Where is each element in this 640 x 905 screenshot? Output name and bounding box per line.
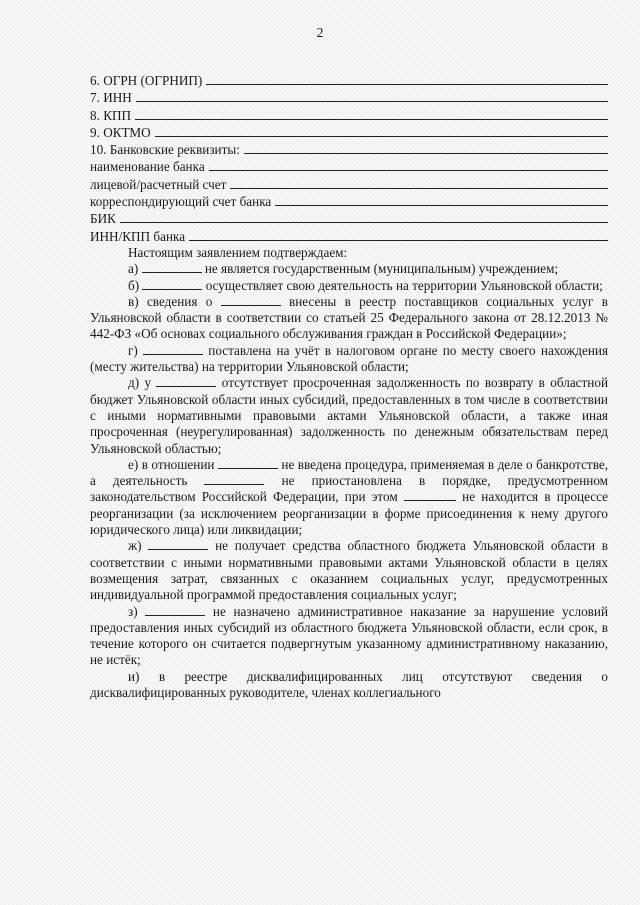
- item-text: не введена процедура, применяемая в деле о банкротстве, а деятельность: [90, 456, 608, 489]
- item-text: внесены в реестр поставщиков социальных услуг в Ульяновской области в соответствии со статьей 25 Федерального закона от 28.12.2013 № 442-ФЗ «Об основах социального обслуживания граждан в Российской Федерации»;: [90, 293, 609, 342]
- field-oktmo: [90, 124, 608, 141]
- field-blank[interactable]: [155, 124, 608, 137]
- field-label: БИК: [90, 211, 116, 227]
- field-label: 8. КПП: [90, 107, 132, 123]
- field-blank[interactable]: [206, 72, 608, 85]
- item-prefix: д) у: [128, 375, 152, 391]
- field-kpp: [90, 107, 608, 124]
- field-blank[interactable]: [209, 158, 608, 171]
- field-blank[interactable]: [244, 141, 608, 154]
- field-blank[interactable]: [189, 228, 608, 241]
- item-text: не приостановлена в порядке, предусмотренном законодательством Российской Федерации, при этом: [90, 473, 609, 505]
- fill-blank[interactable]: [218, 457, 278, 469]
- field-label: 7. ИНН: [90, 90, 132, 106]
- field-blank[interactable]: [135, 107, 608, 120]
- item-prefix: е) в отношении: [128, 456, 215, 472]
- item-prefix: з): [128, 603, 138, 619]
- item-zh: [90, 538, 608, 603]
- fill-blank[interactable]: [204, 473, 264, 485]
- field-ogrn: [90, 72, 608, 89]
- item-d: [90, 375, 608, 456]
- intro-text: Настоящим заявлением подтверждаем:: [128, 244, 348, 260]
- item-g: [90, 343, 608, 376]
- item-prefix: б): [128, 277, 140, 293]
- fill-blank[interactable]: [156, 375, 216, 387]
- fill-blank[interactable]: [142, 261, 202, 273]
- field-label: лицевой/расчетный счет: [90, 176, 227, 192]
- field-bank-name: [90, 158, 608, 175]
- item-text: не является государственным (муниципальным) учреждением;: [204, 261, 559, 277]
- field-label: 9. ОКТМО: [90, 124, 151, 140]
- field-bank-inn-kpp: [90, 228, 608, 245]
- field-corr-account: [90, 193, 608, 210]
- fill-blank[interactable]: [148, 538, 208, 550]
- field-blank[interactable]: [230, 176, 608, 189]
- page-number: 2: [316, 26, 324, 41]
- field-blank[interactable]: [120, 210, 608, 223]
- item-text: не получает средства областного бюджета Ульяновской области в соответствии с иными нормативными правовыми актами Ульяновской области в целях возмещения затрат, связанных с оказанием социальных услуг, предусмотренных индивидуальной программой предоставления социальных услуг;: [90, 538, 609, 603]
- field-label: 10. Банковские реквизиты:: [90, 142, 240, 158]
- item-text: поставлена на учёт в налоговом органе по месту своего нахождения (месту жительства) на территории Ульяновской области;: [90, 342, 609, 375]
- field-blank[interactable]: [136, 89, 608, 102]
- fill-blank[interactable]: [142, 278, 202, 290]
- field-inn: [90, 89, 608, 106]
- item-v: [90, 294, 608, 343]
- item-e: [90, 457, 608, 538]
- fill-blank[interactable]: [404, 489, 456, 501]
- field-label: наименование банка: [90, 159, 205, 175]
- fill-blank[interactable]: [145, 604, 205, 616]
- document-body: [90, 72, 608, 701]
- item-z: [90, 604, 608, 669]
- field-bik: [90, 210, 608, 227]
- item-text: и) в реестре дисквалифицированных лиц отсутствуют сведения о дисквалифицированных руководителе, членах коллегиального: [90, 668, 608, 700]
- item-prefix: ж): [128, 538, 142, 554]
- item-a: [90, 261, 608, 277]
- item-b: [90, 278, 608, 294]
- field-label: корреспондирующий счет банка: [90, 194, 272, 210]
- item-text: отсутствует просроченная задолженность по возврату в областной бюджет Ульяновской области иных субсидий, предоставленных в том числе в соответствии с иными нормативными правовыми актами Ульяновской области, а также иная просроченная (неурегулированная) задолженность по денежным обязательствам перед Ульяновской областью;: [90, 375, 608, 456]
- item-prefix: в) сведения о: [128, 293, 213, 309]
- item-prefix: г): [128, 342, 138, 358]
- field-bank-details: [90, 141, 608, 158]
- field-label: 6. ОГРН (ОГРНИП): [90, 73, 203, 88]
- field-label: ИНН/КПП банка: [90, 228, 186, 244]
- item-text: не находится в процессе реорганизации (за исключением реорганизации в форме присоединения к нему другого юридического лица) или ликвидации;: [90, 489, 609, 538]
- item-text: не назначено административное наказание за нарушение условий предоставления иных субсидий из областного бюджета Ульяновской области, если срок, в течение которого он считается подвергнутым указанному административному наказанию, не истёк;: [90, 603, 608, 668]
- item-text: осуществляет свою деятельность на территории Ульяновской области;: [205, 277, 603, 293]
- field-blank[interactable]: [275, 193, 608, 206]
- item-prefix: а): [128, 261, 139, 277]
- fill-blank[interactable]: [143, 343, 203, 355]
- item-i: [90, 669, 608, 702]
- field-account: [90, 176, 608, 193]
- fill-blank[interactable]: [221, 294, 281, 306]
